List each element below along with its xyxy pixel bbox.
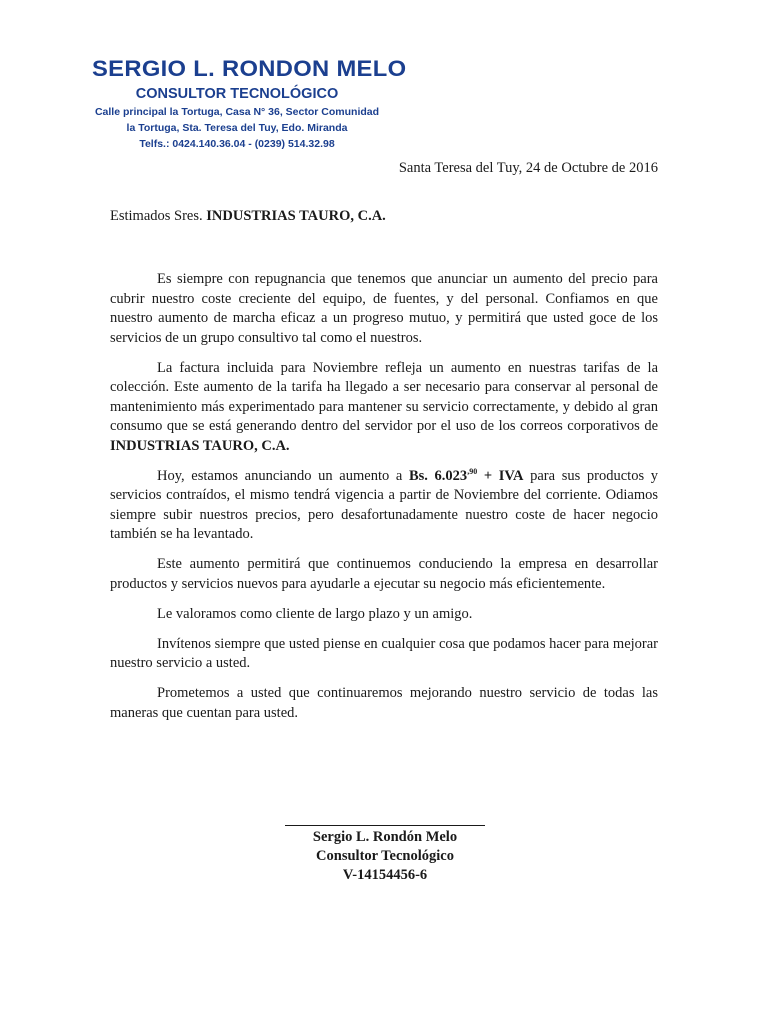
signature-block <box>285 825 485 885</box>
paragraph-3-before: Hoy, estamos anunciando un aumento a <box>157 467 409 484</box>
paragraph-3-after: para sus productos y servicios contraídos, el mismo tendrá vigencia a partir de Noviembre del corriente. Odiamos siempre subir nuestros precios, pero desafortunadamente nuestro coste de hacer negocio también se ha levantado. <box>110 467 658 542</box>
paragraph-2-text: La factura incluida para Noviembre refleja un aumento en nuestras tarifas de la colección. Este aumento de la tarifa ha llegado a ser necesario para conservar al personal de mantenimiento más experimentado para mantener su servicio correctamente, y debido al gran consumo que se está generando dentro del servidor por el uso de los correos corporativos de <box>110 359 658 434</box>
paragraph-6: Invítenos siempre que usted piense en cualquier cosa que podamos hacer para mejorar nuestro servicio a usted. <box>110 635 658 671</box>
letterhead-title: CONSULTOR TECNOLÓGICO <box>135 86 339 102</box>
paragraph-7: Prometemos a usted que continuaremos mejorando nuestro servicio de todas las maneras que cuentan para usted. <box>110 685 658 721</box>
greeting <box>110 208 386 225</box>
letterhead <box>92 56 407 151</box>
price-amount <box>409 468 524 484</box>
letterhead-name: SERGIO L. RONDON MELO <box>92 56 407 81</box>
greeting-prefix: Estimados Sres. <box>110 208 207 224</box>
signature-name: Sergio L. Rondón Melo <box>312 829 458 845</box>
paragraph-2 <box>110 359 658 457</box>
letterhead-address-line-1: Calle principal la Tortuga, Casa N° 36, Sector Comunidad <box>94 106 380 118</box>
signature-id: V-14154456-6 <box>342 867 428 883</box>
price-tax: + IVA <box>477 467 524 484</box>
paragraph-4: Este aumento permitirá que continuemos conduciendo la empresa en desarrollar productos y servicios nuevos para ayudarle a ejecutar su negocio más eficientemente. <box>110 556 658 592</box>
letter-body <box>110 270 658 734</box>
paragraph-5: Le valoramos como cliente de largo plazo y un amigo. <box>157 605 473 622</box>
signature-line <box>285 825 485 826</box>
price-cents: ,90 <box>467 466 478 476</box>
price-main: Bs. 6.023 <box>408 467 468 484</box>
greeting-company: INDUSTRIAS TAURO, C.A. <box>206 208 386 224</box>
paragraph-2-company: INDUSTRIAS TAURO, C.A. <box>110 437 290 454</box>
letterhead-address-line-2: la Tortuga, Sta. Teresa del Tuy, Edo. Miranda <box>126 122 348 134</box>
letterhead-phones: Telfs.: 0424.140.36.04 - (0239) 514.32.98 <box>139 138 335 150</box>
paragraph-1: Es siempre con repugnancia que tenemos que anunciar un aumento del precio para cubrir nuestro coste creciente del equipo, de fuentes, y del personal. Confiamos en que nuestro aumento de marcha eficaz a un progreso mutuo, y permitirá que usted goce de los servicios de un grupo consultivo tal como el nuestros. <box>110 271 658 346</box>
signature-title: Consultor Tecnológico <box>316 848 454 864</box>
paragraph-3 <box>110 467 658 545</box>
letter-date: Santa Teresa del Tuy, 24 de Octubre de 2016 <box>398 160 658 176</box>
